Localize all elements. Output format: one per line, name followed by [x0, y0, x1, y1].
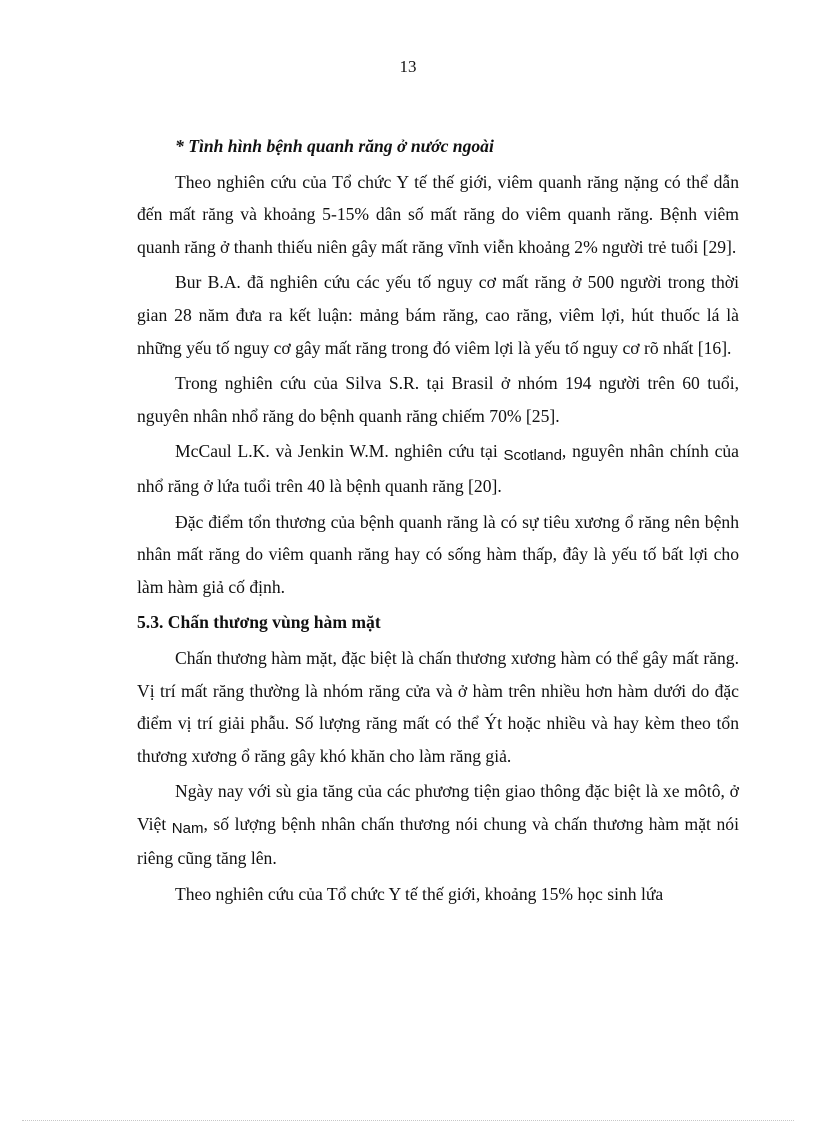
- paragraph-text-after: , nguyên nhân chính của nhổ răng ở lứa tuổi trên 40 là bệnh quanh răng [20].: [137, 441, 739, 496]
- paragraph-text-before: McCaul L.K. và Jenkin W.M. nghiên cứu tại: [175, 441, 504, 462]
- paragraph-maxillofacial-trauma: Chấn thương hàm mặt, đặc biệt là chấn thương xương hàm có thể gây mất răng. Vị trí mất răng thường là nhóm răng cửa và ở hàm trên nhiều hơn hàm dưới do đặc điểm vị trí giải phẫu. Số lượng răng mất có thể Ýt hoặc nhiều và hay kèm theo tổn thương xương ổ răng gây khó khăn cho làm răng giả.: [137, 647, 739, 766]
- page-number: 13: [399, 57, 417, 76]
- body-text: [137, 130, 739, 914]
- paragraph-text-after: , số lượng bệnh nhân chấn thương nói chung và chấn thương hàm mặt nói riêng cũng tăng lên.: [137, 813, 739, 869]
- paragraph-mccaul-scotland: [137, 435, 739, 502]
- place-name: Scotland: [503, 447, 562, 465]
- paragraph-traffic-vietnam: [137, 775, 739, 875]
- page-bottom-divider: [22, 1120, 794, 1121]
- paragraph-text-before: Ngày nay với sù gia tăng của các phương tiện giao thông đặc biệt là xe môtô, ở Việt: [137, 781, 739, 834]
- place-name: Nam: [171, 819, 204, 837]
- paragraph-lesion-characteristics: Đặc điểm tổn thương của bệnh quanh răng là có sự tiêu xương ổ răng nên bệnh nhân mất răng do viêm quanh răng hay có sống hàm thấp, đây là yếu tố bất lợi cho làm hàm giả cố định.: [137, 511, 739, 597]
- subheading-foreign-periodontal: * Tình hình bệnh quanh răng ở nước ngoài: [175, 136, 494, 156]
- paragraph-who-periodontitis: Theo nghiên cứu của Tổ chức Y tế thế giới, viêm quanh răng nặng có thể dẫn đến mất răng và khoảng 5-15% dân số mất răng do viêm quanh răng. Bệnh viêm quanh răng ở thanh thiếu niên gây mất răng vĩnh viễn khoảng 2% người trẻ tuổi [29].: [137, 171, 739, 257]
- section-heading-5-3: 5.3. Chấn thương vùng hàm mặt: [137, 612, 381, 633]
- paragraph-who-students: Theo nghiên cứu của Tổ chức Y tế thế giới, khoảng 15% học sinh lứa: [175, 884, 664, 905]
- paragraph-bur-risk-factors: Bur B.A. đã nghiên cứu các yếu tố nguy cơ mất răng ở 500 người trong thời gian 28 năm đưa ra kết luận: mảng bám răng, cao răng, viêm lợi, hút thuốc lá là những yếu tố nguy cơ gây mất răng trong đó viêm lợi là yếu tố nguy cơ rõ nhất [16].: [137, 272, 739, 358]
- paragraph-silva-brasil: Trong nghiên cứu của Silva S.R. tại Brasil ở nhóm 194 người trên 60 tuổi, nguyên nhân nhổ răng do bệnh quanh răng chiếm 70% [25].: [137, 373, 739, 426]
